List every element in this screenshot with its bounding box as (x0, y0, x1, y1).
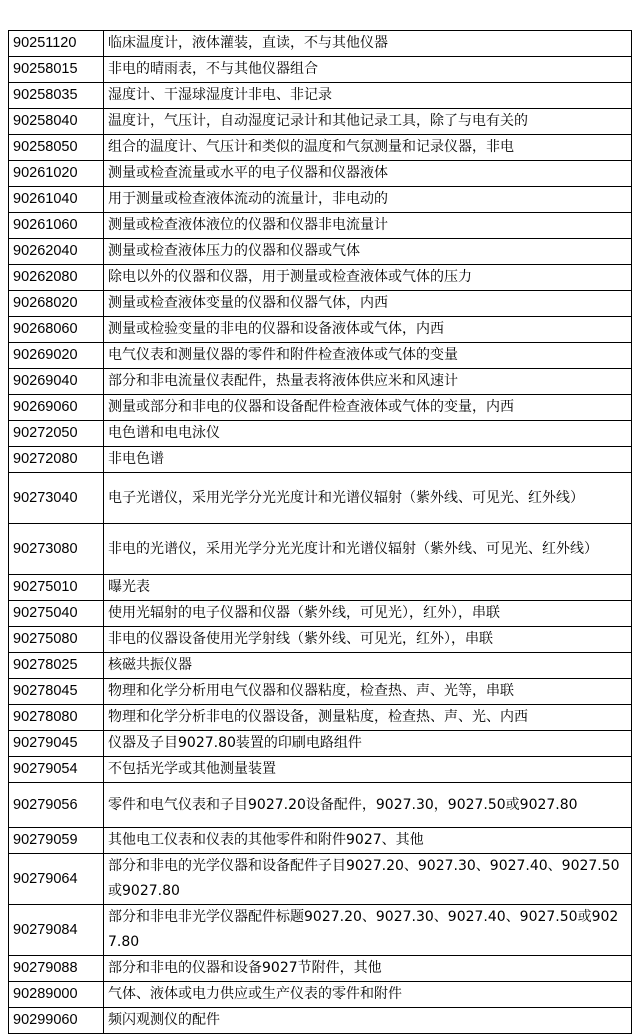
hs-code-cell: 90258040 (9, 109, 104, 135)
table-row (9, 854, 632, 905)
hs-code-cell: 90275010 (9, 575, 104, 601)
table-row (9, 679, 632, 705)
description-cell: 临床温度计，液体灌装，直读，不与其他仪器 (104, 31, 632, 57)
table-row (9, 447, 632, 473)
hs-code-cell: 90279059 (9, 828, 104, 854)
hs-code-cell: 90258015 (9, 57, 104, 83)
table-row (9, 265, 632, 291)
hs-code-cell: 90262080 (9, 265, 104, 291)
table-row (9, 239, 632, 265)
description-cell: 使用光辐射的电子仪器和仪器（紫外线，可见光），红外），串联 (104, 601, 632, 627)
description-cell: 部分和非电非光学仪器配件标题9027.20、9027.30、9027.40、9027.50或9027.80 (104, 905, 632, 956)
description-cell: 测量或检查液体变量的仪器和仪器气体，内西 (104, 291, 632, 317)
hs-code-cell: 90258050 (9, 135, 104, 161)
description-cell: 测量或部分和非电的仪器和设备配件检查液体或气体的变量，内西 (104, 395, 632, 421)
hs-code-cell: 90269020 (9, 343, 104, 369)
description-cell: 核磁共振仪器 (104, 653, 632, 679)
hs-code-cell: 90251120 (9, 31, 104, 57)
table-row (9, 757, 632, 783)
description-cell: 湿度计、干湿球湿度计非电、非记录 (104, 83, 632, 109)
hs-code-cell: 90272050 (9, 421, 104, 447)
table-row (9, 905, 632, 956)
tariff-code-table-container (8, 30, 631, 1034)
hs-code-cell: 90268060 (9, 317, 104, 343)
description-cell: 零件和电气仪表和子目9027.20设备配件，9027.30，9027.50或9027.80 (104, 783, 632, 828)
description-cell: 非电的晴雨表，不与其他仪器组合 (104, 57, 632, 83)
table-body (9, 31, 632, 1034)
hs-code-cell: 90258035 (9, 83, 104, 109)
table-row (9, 31, 632, 57)
description-cell: 电色谱和电电泳仪 (104, 421, 632, 447)
table-row (9, 575, 632, 601)
hs-code-cell: 90262040 (9, 239, 104, 265)
table-row (9, 187, 632, 213)
hs-code-cell: 90289000 (9, 982, 104, 1008)
description-cell: 不包括光学或其他测量装置 (104, 757, 632, 783)
table-row (9, 291, 632, 317)
description-cell: 组合的温度计、气压计和类似的温度和气氛测量和记录仪器，非电 (104, 135, 632, 161)
hs-code-cell: 90278080 (9, 705, 104, 731)
description-cell: 除电以外的仪器和仪器，用于测量或检查液体或气体的压力 (104, 265, 632, 291)
table-row (9, 317, 632, 343)
description-cell: 电气仪表和测量仪器的零件和附件检查液体或气体的变量 (104, 343, 632, 369)
hs-code-cell: 90275080 (9, 627, 104, 653)
hs-code-cell: 90273080 (9, 524, 104, 575)
description-cell: 非电色谱 (104, 447, 632, 473)
table-row (9, 982, 632, 1008)
tariff-code-table (8, 30, 632, 1034)
hs-code-cell: 90279054 (9, 757, 104, 783)
hs-code-cell: 90299060 (9, 1008, 104, 1034)
hs-code-cell: 90269060 (9, 395, 104, 421)
table-row (9, 343, 632, 369)
table-row (9, 601, 632, 627)
table-row (9, 161, 632, 187)
table-row (9, 109, 632, 135)
description-cell: 非电的仪器设备使用光学射线（紫外线、可见光，红外），串联 (104, 627, 632, 653)
description-cell: 仪器及子目9027.80装置的印刷电路组件 (104, 731, 632, 757)
hs-code-cell: 90261060 (9, 213, 104, 239)
hs-code-cell: 90278045 (9, 679, 104, 705)
description-cell: 温度计，气压计，自动湿度记录计和其他记录工具，除了与电有关的 (104, 109, 632, 135)
table-row (9, 956, 632, 982)
table-row (9, 473, 632, 524)
table-row (9, 731, 632, 757)
table-row (9, 524, 632, 575)
hs-code-cell: 90279064 (9, 854, 104, 905)
hs-code-cell: 90275040 (9, 601, 104, 627)
hs-code-cell: 90269040 (9, 369, 104, 395)
description-cell: 物理和化学分析非电的仪器设备，测量粘度，检查热、声、光、内西 (104, 705, 632, 731)
description-cell: 测量或检验变量的非电的仪器和设备液体或气体，内西 (104, 317, 632, 343)
table-row (9, 57, 632, 83)
description-cell: 频闪观测仪的配件 (104, 1008, 632, 1034)
table-row (9, 828, 632, 854)
hs-code-cell: 90268020 (9, 291, 104, 317)
description-cell: 用于测量或检查液体流动的流量计，非电动的 (104, 187, 632, 213)
description-cell: 部分和非电流量仪表配件，热量表将液体供应米和风速计 (104, 369, 632, 395)
description-cell: 部分和非电的光学仪器和设备配件子目9027.20、9027.30、9027.40、9027.50或9027.80 (104, 854, 632, 905)
hs-code-cell: 90261020 (9, 161, 104, 187)
description-cell: 物理和化学分析用电气仪器和仪器粘度，检查热、声、光等，串联 (104, 679, 632, 705)
description-cell: 部分和非电的仪器和设备9027节附件，其他 (104, 956, 632, 982)
description-cell: 其他电工仪表和仪表的其他零件和附件9027、其他 (104, 828, 632, 854)
description-cell: 曝光表 (104, 575, 632, 601)
hs-code-cell: 90279088 (9, 956, 104, 982)
table-row (9, 783, 632, 828)
table-row (9, 421, 632, 447)
hs-code-cell: 90273040 (9, 473, 104, 524)
description-cell: 电子光谱仪，采用光学分光光度计和光谱仪辐射（紫外线、可见光、红外线） (104, 473, 632, 524)
hs-code-cell: 90279045 (9, 731, 104, 757)
hs-code-cell: 90278025 (9, 653, 104, 679)
description-cell: 测量或检查流量或水平的电子仪器和仪器液体 (104, 161, 632, 187)
table-row (9, 1008, 632, 1034)
table-row (9, 83, 632, 109)
table-row (9, 213, 632, 239)
hs-code-cell: 90272080 (9, 447, 104, 473)
description-cell: 测量或检查液体液位的仪器和仪器非电流量计 (104, 213, 632, 239)
hs-code-cell: 90261040 (9, 187, 104, 213)
hs-code-cell: 90279056 (9, 783, 104, 828)
description-cell: 非电的光谱仪，采用光学分光光度计和光谱仪辐射（紫外线、可见光、红外线） (104, 524, 632, 575)
table-row (9, 395, 632, 421)
table-row (9, 653, 632, 679)
hs-code-cell: 90279084 (9, 905, 104, 956)
description-cell: 测量或检查液体压力的仪器和仪器或气体 (104, 239, 632, 265)
table-row (9, 369, 632, 395)
description-cell: 气体、液体或电力供应或生产仪表的零件和附件 (104, 982, 632, 1008)
table-row (9, 135, 632, 161)
table-row (9, 705, 632, 731)
table-row (9, 627, 632, 653)
